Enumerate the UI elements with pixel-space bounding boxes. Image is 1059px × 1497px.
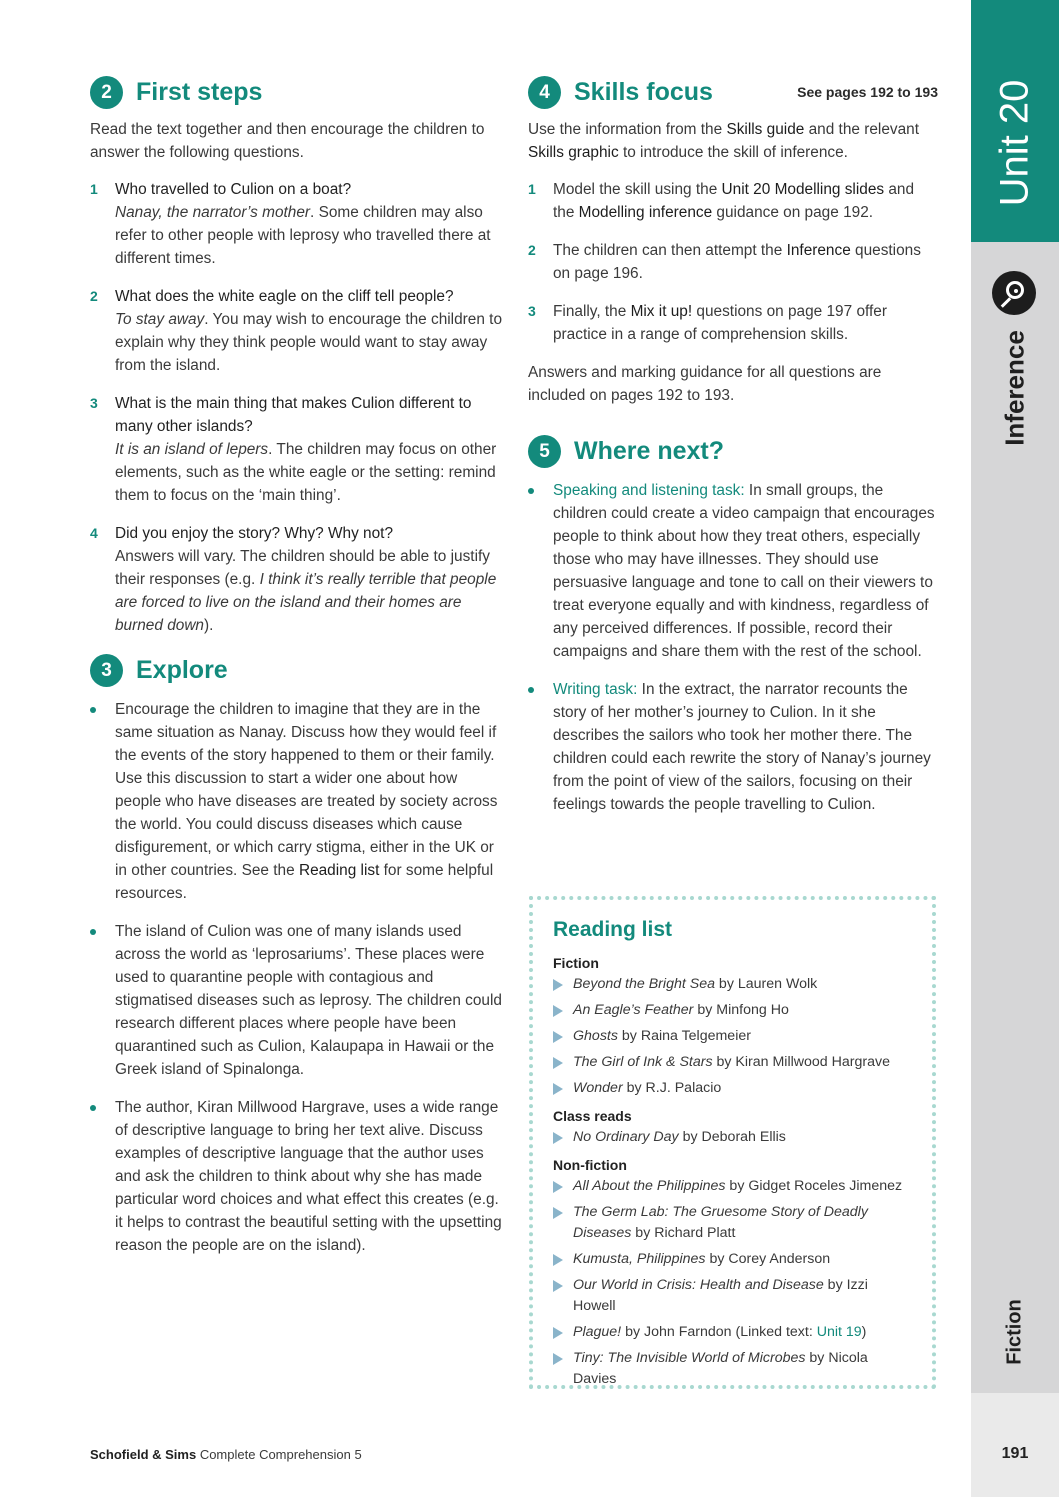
skills-guide-ref: Skills guide: [726, 121, 805, 138]
where-next-heading: [528, 433, 938, 469]
triangle-bullet-icon: [553, 1181, 563, 1193]
non-fiction-list: [553, 1176, 912, 1390]
book-item: [553, 1078, 912, 1099]
triangle-bullet-icon: [553, 1207, 563, 1219]
reading-list-group-heading: Non-fiction: [553, 1157, 627, 1173]
answer-emphasis: I think it’s really terrible that people are forced to live on the island and their homes are burned down: [115, 571, 497, 634]
book-author: by Raina Telgemeier: [617, 1028, 751, 1044]
triangle-bullet-icon: [553, 1005, 563, 1017]
book-title: The Germ Lab: The Gruesome Story of Deadly Diseases: [573, 1204, 868, 1241]
question-item: [90, 522, 502, 637]
reading-list-group-heading: Fiction: [553, 955, 599, 971]
linked-text-link[interactable]: Unit 19: [816, 1324, 862, 1340]
reading-list-title: Reading list: [553, 918, 673, 941]
step-number: 1: [528, 181, 536, 197]
book-item: [553, 1249, 912, 1270]
genre-label: Fiction: [1003, 1299, 1026, 1365]
book-author: ): [861, 1324, 867, 1340]
book-title: An Eagle’s Feather: [573, 1002, 694, 1018]
question-item: [90, 285, 502, 377]
answer-text: . The children may focus on other elements, such as the white eagle or the setting: remind them to focus on the ‘main thing’.: [115, 441, 497, 504]
list-item: [90, 1096, 502, 1257]
section-number-badge: 2: [90, 76, 123, 109]
step-item: [528, 300, 938, 346]
book-author: by R.J. Palacio: [622, 1080, 722, 1096]
book-author: by John Farndon (Linked text:: [621, 1324, 817, 1340]
see-pages-ref: See pages 192 to 193: [797, 83, 938, 100]
book-title: Complete Comprehension 5: [196, 1447, 362, 1462]
bullet-text: In the extract, the narrator recounts the story of her mother’s journey to Culion. In it she describes the sailors who took her mother there. The children could each rewrite the story of Nanay’s journey from the point of view of the sailors, focusing on their feelings towards the people travelling to Culion.: [553, 681, 931, 813]
resource-ref: Modelling inference: [578, 204, 713, 221]
answer-emphasis: It is an island of lepers: [115, 441, 269, 458]
step-text: Finally, the: [553, 303, 631, 320]
task-label: Speaking and listening task:: [553, 482, 745, 499]
list-item: [528, 678, 938, 816]
question-item: [90, 392, 502, 507]
book-author: by Kiran Millwood Hargrave: [712, 1054, 890, 1070]
task-label: Writing task:: [553, 681, 638, 698]
first-steps-intro: Read the text together and then encourage the children to answer the following questions.: [90, 121, 485, 161]
sidebar: [971, 0, 1059, 1497]
question-text: What is the main thing that makes Culion different to many other islands?: [115, 395, 472, 435]
intro-text: Use the information from the: [528, 121, 727, 138]
bullet-text: In small groups, the children could create a video campaign that encourages people to think about how they treat others, especially those who may have illnesses. They should use persuasive language and tone to call on their viewers to treat everyone equally and with kindness, regardless of any perceived differences. If possible, record their campaigns and share them with the rest of the school.: [553, 482, 935, 660]
step-text: questions on page 196.: [553, 242, 921, 282]
answer-text: . You may wish to encourage the children to explain why they think people would want to stay away from the island.: [115, 311, 503, 374]
book-item: [553, 1127, 912, 1148]
publisher-name: Schofield & Sims: [90, 1447, 197, 1462]
question-number: 4: [90, 525, 98, 541]
question-text: What does the white eagle on the cliff tell people?: [115, 288, 454, 305]
where-next-list: [528, 479, 938, 816]
unit-tab: [971, 0, 1059, 242]
first-steps-questions: [90, 178, 502, 637]
question-text: Did you enjoy the story? Why? Why not?: [115, 525, 394, 542]
triangle-bullet-icon: [553, 1132, 563, 1144]
skills-focus-intro: [528, 118, 938, 164]
reading-list-ref: Reading list: [298, 862, 380, 879]
triangle-bullet-icon: [553, 1254, 563, 1266]
section-title: Where next?: [574, 436, 725, 465]
explore-list: [90, 698, 502, 1257]
book-author: by Corey Anderson: [705, 1251, 831, 1267]
bullet-text: for some helpful resources.: [115, 862, 494, 902]
book-title: Plague!: [573, 1324, 622, 1340]
step-text: The children can then attempt the: [553, 242, 787, 259]
book-item: [553, 1322, 912, 1343]
right-column: [528, 74, 938, 831]
book-title: Kumusta, Philippines: [573, 1251, 706, 1267]
question-number: 3: [90, 395, 98, 411]
answer-text: ).: [204, 617, 214, 634]
step-item: [528, 178, 938, 224]
triangle-bullet-icon: [553, 1353, 563, 1365]
section-title: First steps: [136, 77, 263, 106]
book-author: by Deborah Ellis: [678, 1129, 786, 1145]
book-item: [553, 974, 912, 995]
book-item: [553, 1176, 912, 1197]
section-title: Explore: [136, 655, 228, 684]
footer: [90, 1447, 362, 1462]
unit-label: Unit 20: [992, 79, 1037, 207]
book-title: All About the Philippines: [573, 1178, 726, 1194]
question-item: [90, 178, 502, 270]
skills-focus-heading: [528, 74, 938, 110]
explore-heading: [90, 652, 502, 688]
step-text: Model the skill using the: [553, 181, 722, 198]
step-text: and the: [553, 181, 915, 221]
book-author: by Richard Platt: [631, 1225, 736, 1241]
book-author: by Minfong Ho: [693, 1002, 789, 1018]
question-text: Who travelled to Culion on a boat?: [115, 181, 352, 198]
intro-text: to introduce the skill of inference.: [618, 144, 848, 161]
book-item: [553, 1026, 912, 1047]
triangle-bullet-icon: [553, 979, 563, 991]
question-number: 1: [90, 181, 98, 197]
magnifier-icon: [992, 271, 1036, 315]
book-author: by Izzi Howell: [573, 1277, 868, 1314]
book-item: [553, 1052, 912, 1073]
question-number: 2: [90, 288, 98, 304]
book-title: Tiny: The Invisible World of Microbes: [573, 1350, 806, 1366]
triangle-bullet-icon: [553, 1327, 563, 1339]
book-title: Beyond the Bright Sea: [573, 976, 715, 992]
list-item: [528, 479, 938, 663]
resource-ref: Unit 20 Modelling slides: [721, 181, 885, 198]
page-number: 191: [1001, 1445, 1029, 1462]
book-author: by Gidget Roceles Jimenez: [725, 1178, 903, 1194]
book-item: [553, 1348, 912, 1390]
skills-focus-steps: [528, 178, 938, 346]
reading-list-group-heading: Class reads: [553, 1108, 632, 1124]
triangle-bullet-icon: [553, 1280, 563, 1292]
step-text: questions on page 197 offer practice in a range of comprehension skills.: [553, 303, 887, 343]
fiction-list: [553, 974, 912, 1099]
step-item: [528, 239, 938, 285]
bullet-text: The author, Kiran Millwood Hargrave, uses a wide range of descriptive language to bring her text alive. Discuss examples of descriptive language that the author uses and ask the children to think about why she has made particular word choices and what effect this creates (e.g. it helps to contrast the beautiful setting with the upsetting reason the people are on the island).: [115, 1099, 502, 1254]
left-column: [90, 74, 502, 1272]
section-title: Skills focus: [574, 77, 713, 106]
book-author: by Nicola Davies: [573, 1350, 868, 1387]
resource-ref: Mix it up!: [630, 303, 693, 320]
answer-emphasis: To stay away: [115, 311, 205, 328]
reading-list-box: [529, 896, 936, 1389]
section-number-badge: 4: [528, 76, 561, 109]
list-item: [90, 698, 502, 905]
book-item: [553, 1202, 912, 1244]
book-item: [553, 1275, 912, 1317]
answer-emphasis: Nanay, the narrator’s mother: [115, 204, 311, 221]
book-item: [553, 1000, 912, 1021]
intro-text: and the relevant: [804, 121, 919, 138]
book-title: The Girl of Ink & Stars: [573, 1054, 713, 1070]
bullet-text: Encourage the children to imagine that they are in the same situation as Nanay. Discuss how they would feel if the events of the story happened to them or their family. Use this discussion to start a wider one about how people who have diseases are treated by society across the world. You could discuss diseases which cause disfigurement, or which carry stigma, either in the UK or in other countries. See the: [115, 701, 498, 879]
book-title: Our World in Crisis: Health and Disease: [573, 1277, 824, 1293]
skill-label: Inference: [999, 330, 1030, 446]
triangle-bullet-icon: [553, 1057, 563, 1069]
resource-ref: Inference: [786, 242, 851, 259]
list-item: [90, 920, 502, 1081]
answer-text: . Some children may also refer to other people with leprosy who travelled there at different times.: [115, 204, 491, 267]
step-text: guidance on page 192.: [712, 204, 874, 221]
book-author: by Lauren Wolk: [714, 976, 818, 992]
answers-note: Answers and marking guidance for all questions are included on pages 192 to 193.: [528, 364, 882, 404]
first-steps-heading: [90, 74, 502, 110]
triangle-bullet-icon: [553, 1031, 563, 1043]
book-title: No Ordinary Day: [573, 1129, 679, 1145]
skills-graphic-ref: Skills graphic: [528, 144, 619, 161]
section-number-badge: 3: [90, 654, 123, 687]
bullet-text: The island of Culion was one of many islands used across the world as ‘leprosariums’. These places were used to quarantine people with contagious and stigmatised diseases such as leprosy. The children could research different places where people have been quarantined such as Culion, Kalaupapa in Hawaii or the Greek island of Spinalonga.: [115, 923, 502, 1078]
step-number: 2: [528, 242, 536, 258]
step-number: 3: [528, 303, 536, 319]
class-reads-list: [553, 1127, 912, 1148]
book-title: Wonder: [573, 1080, 623, 1096]
section-number-badge: 5: [528, 435, 561, 468]
answer-text: Answers will vary. The children should be able to justify their responses (e.g.: [115, 548, 490, 588]
book-title: Ghosts: [573, 1028, 618, 1044]
triangle-bullet-icon: [553, 1083, 563, 1095]
